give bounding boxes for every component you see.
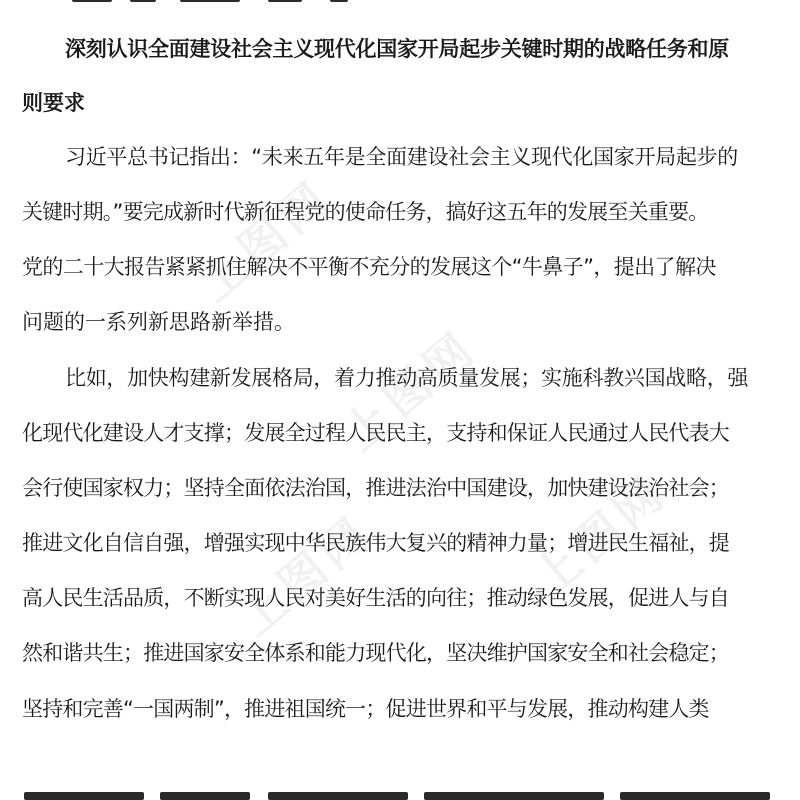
paragraph-1-line-4: 问题的一系列新思路新举措。 bbox=[22, 310, 295, 334]
paragraph-2-line-6: 然和谐共生；推进国家安全体系和能力现代化，坚决维护国家安全和社会稳定； bbox=[22, 641, 729, 665]
paragraph-2-line-7: 坚持和完善“一国两制”，推进祖国统一；促进世界和平与发展，推动构建人类 bbox=[22, 697, 709, 721]
cut-off-previous-line bbox=[0, 0, 800, 6]
heading-line-2: 则要求 bbox=[22, 91, 85, 115]
watermark: 上图网 bbox=[187, 169, 343, 312]
watermark: 上图网 bbox=[332, 319, 488, 462]
cut-off-next-line bbox=[0, 782, 800, 800]
paragraph-2-line-1: 比如，加快构建新发展格局，着力推动高质量发展；实施科教兴国战略，强 bbox=[65, 366, 749, 390]
paragraph-1-line-3: 党的二十大报告紧紧抓住解决不平衡不充分的发展这个“牛鼻子”，提出了解决 bbox=[22, 255, 716, 279]
watermark: 上图网 bbox=[227, 504, 383, 647]
paragraph-2-line-3: 会行使国家权力；坚持全面依法治国，推进法治中国建设，加快建设法治社会； bbox=[22, 476, 729, 500]
paragraph-1-line-2: 关键时期。”要完成新时代新征程党的使命任务，搞好这五年的发展至关重要。 bbox=[22, 200, 709, 224]
paragraph-1-line-1: 习近平总书记指出：“未来五年是全面建设社会主义现代化国家开局起步的 bbox=[65, 145, 738, 169]
paragraph-2-line-5: 高人民生活品质，不断实现人民对美好生活的向往；推动绿色发展，促进人与自 bbox=[22, 586, 729, 610]
paragraph-2-line-4: 推进文化自信自强，增强实现中华民族伟大复兴的精神力量；增进民生福祉，提 bbox=[22, 531, 729, 555]
watermark: 上图网 bbox=[522, 464, 678, 607]
paragraph-2-line-2: 化现代化建设人才支撑；发展全过程人民民主，支持和保证人民通过人民代表大 bbox=[22, 421, 729, 445]
heading-line-1: 深刻认识全面建设社会主义现代化国家开局起步关键时期的战略任务和原 bbox=[65, 37, 729, 61]
